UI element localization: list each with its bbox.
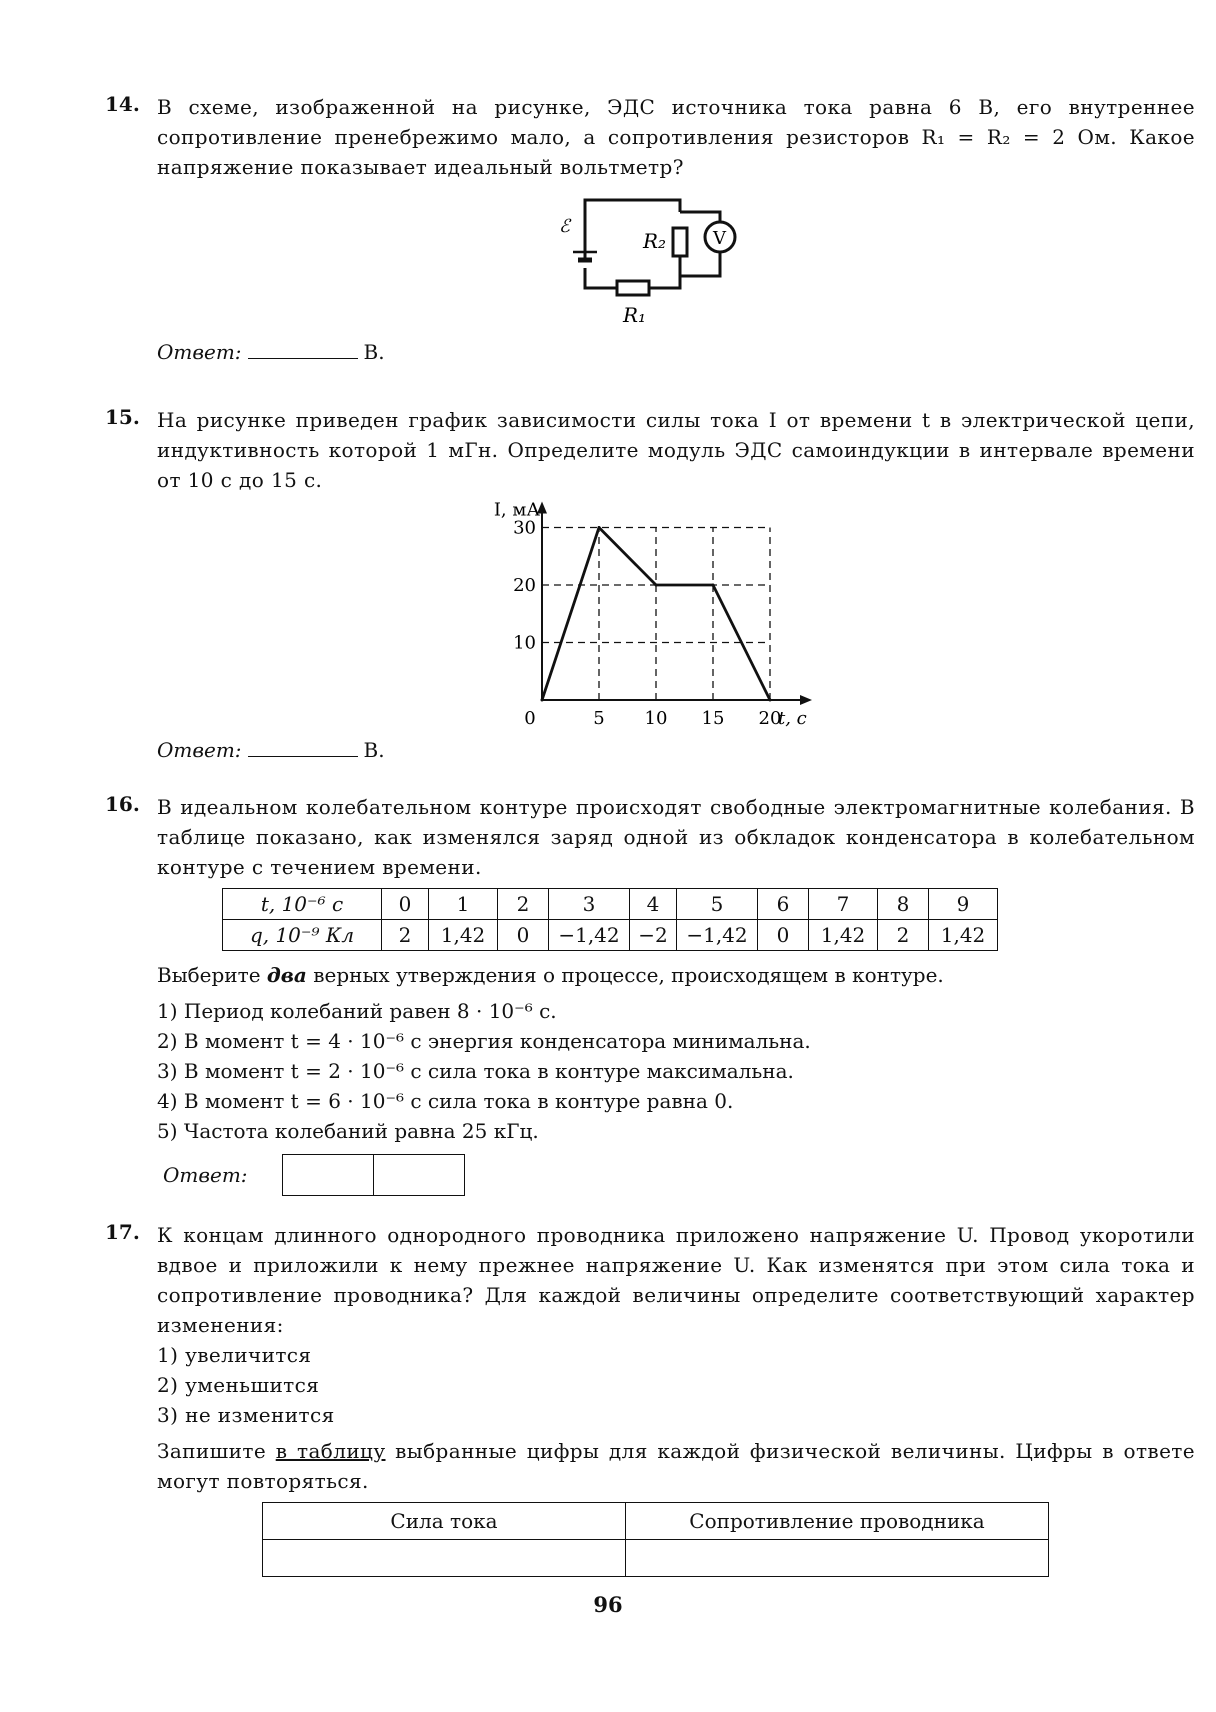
table-cell: q, 10⁻⁹ Кл: [223, 920, 382, 951]
choose-pre: Выберите: [157, 963, 267, 987]
page-number: 96: [593, 1592, 623, 1617]
option-1: 1) Период колебаний равен 8 · 10⁻⁶ с.: [157, 999, 557, 1023]
answer-boxes: [282, 1154, 465, 1196]
table-cell: 2: [498, 889, 549, 920]
x-tick-label: 5: [593, 708, 605, 729]
problem-number: 15.: [105, 405, 140, 429]
resistor-r2: [673, 228, 687, 256]
x-axis-label: t, с: [778, 708, 807, 729]
circuit-wire-voltmeter-top: [680, 212, 720, 222]
voltmeter-label: V: [713, 228, 726, 249]
problem-17: [105, 1220, 1195, 1496]
option-4: 4) В момент t = 6 · 10⁻⁶ с сила тока в контуре равна 0.: [157, 1089, 734, 1113]
x-axis-arrow: [800, 695, 812, 705]
table-cell: 8: [878, 889, 929, 920]
problem-text: На рисунке приведен график зависимости силы тока I от времени t в электрической цепи, индуктивность которой 1 мГн. Определите модуль ЭДС самоиндукции в интервале времени от 10 с до 15 с.: [157, 408, 1195, 492]
result-table: [262, 1502, 1049, 1577]
circuit-diagram: [545, 190, 745, 330]
table-row-time: [223, 889, 998, 920]
x-tick-label: 10: [644, 708, 668, 729]
options-list: [157, 996, 1187, 1146]
resistor-r1: [617, 281, 649, 295]
x-tick-label: 0: [524, 708, 536, 729]
table-header-row: [263, 1503, 1049, 1540]
table-cell: −1,42: [677, 920, 758, 951]
table-cell: 5: [677, 889, 758, 920]
r1-label: R₁: [623, 303, 647, 327]
answer-14: [157, 340, 1216, 364]
instr-underlined: в таблицу: [275, 1439, 386, 1463]
problem-14: [105, 92, 1195, 182]
answer-blank[interactable]: [248, 340, 358, 359]
answer-blank[interactable]: [248, 738, 358, 757]
table-cell: 6: [758, 889, 809, 920]
table-cell: 1,42: [929, 920, 998, 951]
table-cell: 2: [878, 920, 929, 951]
answer-label: Ответ:: [163, 1163, 248, 1187]
problem-number: 16.: [105, 792, 140, 816]
option-2: 2) В момент t = 4 · 10⁻⁶ с энергия конденсатора минимальна.: [157, 1029, 811, 1053]
answer-label: Ответ:: [157, 738, 242, 762]
table-cell: 0: [382, 889, 429, 920]
problem-text: К концам длинного однородного проводника приложено напряжение U. Провод укоротили вдвое и приложили к нему прежнее напряжение U. Как изменятся при этом сила тока и сопротивление проводника? Для каждой величины определите соответствующий характер изменения:: [157, 1223, 1195, 1337]
col-current: Сила тока: [263, 1503, 626, 1540]
problem-number: 14.: [105, 92, 140, 116]
data-point: [655, 584, 658, 587]
choose-instruction: [157, 960, 1187, 990]
option-2: 2) уменьшится: [157, 1373, 320, 1397]
instr-post: выбранные цифры для каждой физической величины. Цифры в ответе могут повторяться.: [157, 1439, 1195, 1493]
r2-label: R₂: [643, 229, 667, 253]
option-1: 1) увеличится: [157, 1343, 312, 1367]
table-cell: 1,42: [429, 920, 498, 951]
table-cell: 9: [929, 889, 998, 920]
data-point: [769, 699, 772, 702]
instr-pre: Запишите: [157, 1439, 276, 1463]
charge-table-wrap: [222, 888, 998, 951]
table-cell: 3: [549, 889, 630, 920]
problem-15: [105, 405, 1195, 495]
table-row-charge: [223, 920, 998, 951]
problem-text: В идеальном колебательном контуре происходят свободные электромагнитные колебания. В таблице показано, как изменялся заряд одной из обкладок конденсатора в колебательном контуре с течением времени.: [157, 795, 1195, 879]
y-tick-label: 20: [513, 575, 536, 596]
answer-box-2[interactable]: [373, 1155, 464, 1196]
x-tick-label: 15: [701, 708, 725, 729]
answer-15: [157, 738, 1216, 762]
table-cell: t, 10⁻⁶ с: [223, 889, 382, 920]
charge-table: [222, 888, 998, 951]
table-cell: 2: [382, 920, 429, 951]
result-table-wrap: [262, 1502, 1049, 1577]
table-cell: −1,42: [549, 920, 630, 951]
answer-unit: В.: [363, 738, 385, 762]
y-tick-label: 30: [513, 517, 536, 539]
problem-16-choices: [157, 960, 1187, 1196]
x-tick-label: 20: [758, 708, 782, 729]
answer-16: [157, 1154, 1187, 1196]
table-cell: 0: [498, 920, 549, 951]
table-cell: 7: [809, 889, 878, 920]
table-cell: 1,42: [809, 920, 878, 951]
y-tick-label: 10: [513, 632, 536, 654]
answer-label: Ответ:: [157, 340, 242, 364]
table-instruction: [157, 1436, 1195, 1496]
options-list: [157, 1340, 1195, 1430]
circuit-wire-bottom-left: [585, 268, 617, 288]
table-cell: 1: [429, 889, 498, 920]
table-cell: 0: [758, 920, 809, 951]
answer-cell-current[interactable]: [263, 1540, 626, 1577]
choose-post: верных утверждения о процессе, происходящем в контуре.: [306, 963, 944, 987]
data-point: [598, 526, 601, 529]
problem-text: В схеме, изображенной на рисунке, ЭДС источника тока равна 6 В, его внутреннее сопротивление пренебрежимо мало, а сопротивления резисторов R₁ = R₂ = 2 Ом. Какое напряжение показывает идеальный вольтметр?: [157, 95, 1195, 179]
emf-label: ℰ: [559, 216, 570, 237]
choose-emphasis: два: [266, 963, 307, 987]
circuit-wire-bottom-right: [649, 256, 680, 288]
problem-number: 17.: [105, 1220, 140, 1244]
data-point: [712, 584, 715, 587]
option-3: 3) В момент t = 2 · 10⁻⁶ с сила тока в контуре максимальна.: [157, 1059, 794, 1083]
option-3: 3) не изменится: [157, 1403, 335, 1427]
table-cell: 4: [630, 889, 677, 920]
data-point: [541, 699, 544, 702]
current-time-chart: [470, 500, 830, 740]
answer-box-1[interactable]: [282, 1155, 373, 1196]
y-axis-label: I, мА: [493, 500, 540, 521]
table-answer-row: [263, 1540, 1049, 1577]
problem-16: [105, 792, 1195, 882]
answer-cell-resistance[interactable]: [626, 1540, 1049, 1577]
col-resistance: Сопротивление проводника: [626, 1503, 1049, 1540]
table-cell: −2: [630, 920, 677, 951]
option-5: 5) Частота колебаний равна 25 кГц.: [157, 1119, 539, 1143]
answer-unit: В.: [363, 340, 385, 364]
